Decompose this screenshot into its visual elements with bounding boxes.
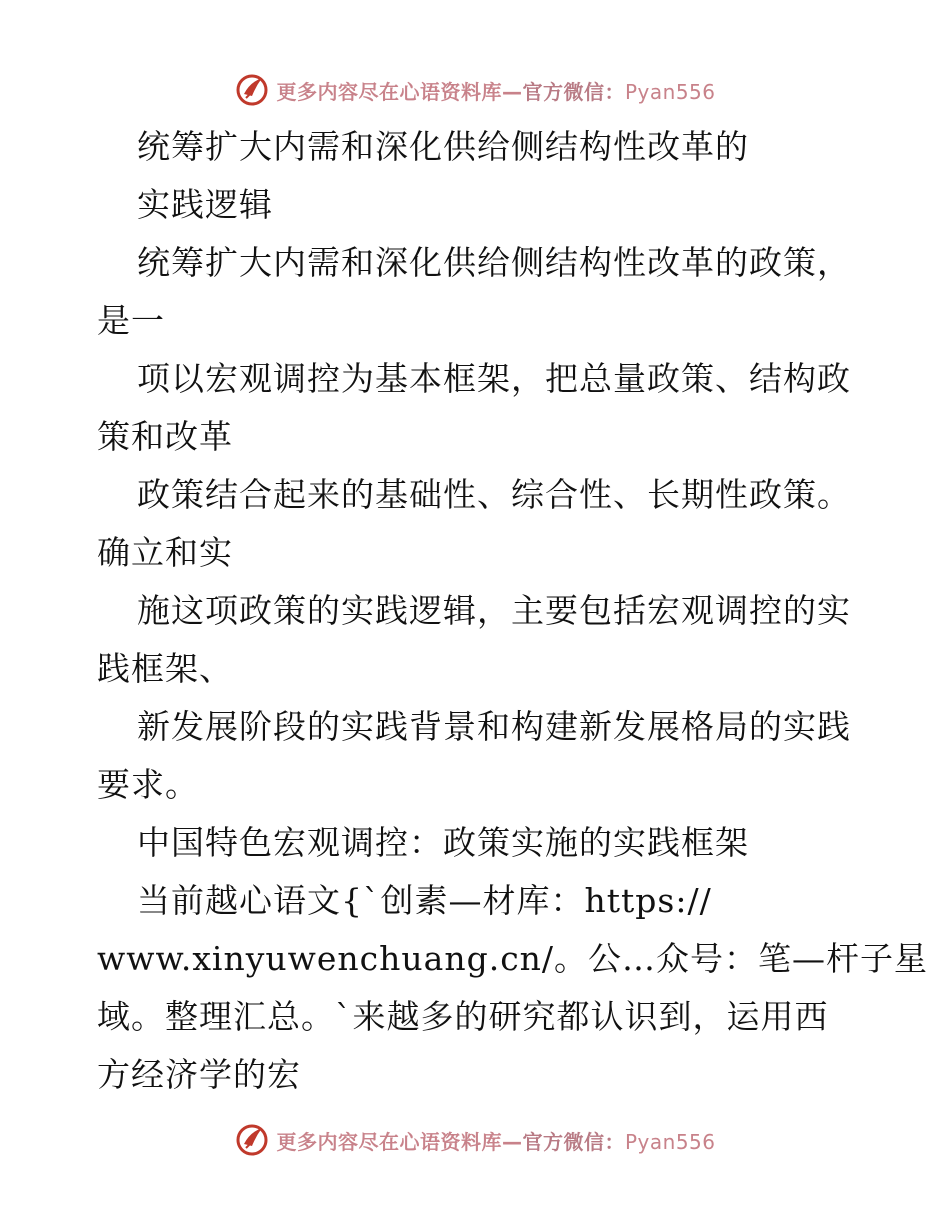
quill-logo-icon [234,72,270,108]
text-line: 项以宏观调控为基本框架，把总量政策、结构政 [137,359,851,398]
header-separator: — [501,79,523,104]
text-line: 新发展阶段的实践背景和构建新发展格局的实践 [137,707,851,746]
text-line: 当前越心语文{`创素—材库：https:// [137,881,712,920]
footer-wechat-label: 官方微信： [522,1129,625,1154]
text-line: 践框架、 [97,649,233,688]
text-line: 施这项政策的实践逻辑，主要包括宏观调控的实 [137,591,851,630]
quill-logo-icon [234,1122,270,1158]
text-line: 统筹扩大内需和深化供给侧结构性改革的政策， [137,243,851,282]
text-line: 确立和实 [97,533,233,572]
header-watermark-banner [0,70,950,110]
document-body [97,118,929,1104]
footer-separator: — [501,1129,523,1154]
header-banner-text [276,76,715,105]
text-line: 策和改革 [97,417,233,456]
footer-banner-text [276,1126,715,1155]
footer-wechat-id: Pyan556 [624,1129,716,1154]
header-wechat-id: Pyan556 [624,79,716,104]
text-line: 统筹扩大内需和深化供给侧结构性改革的 [137,127,749,166]
text-line: 中国特色宏观调控：政策实施的实践框架 [137,823,749,862]
text-line: 政策结合起来的基础性、综合性、长期性政策。 [137,475,851,514]
text-line: 域。整理汇总。`来越多的研究都认识到，运用西 [97,997,829,1036]
text-line: 是一 [97,301,165,340]
header-site-text: 更多内容尽在心语资料库 [276,79,502,104]
footer-site-text: 更多内容尽在心语资料库 [276,1129,502,1154]
text-line: 方经济学的宏 [97,1055,301,1094]
header-wechat-label: 官方微信： [522,79,625,104]
text-line: 实践逻辑 [137,185,273,224]
footer-watermark-banner [0,1120,950,1160]
text-line: 要求。 [97,765,199,804]
text-line: www.xinyuwenchuang.cn/。公…众号：笔—杆子星 [97,939,929,978]
